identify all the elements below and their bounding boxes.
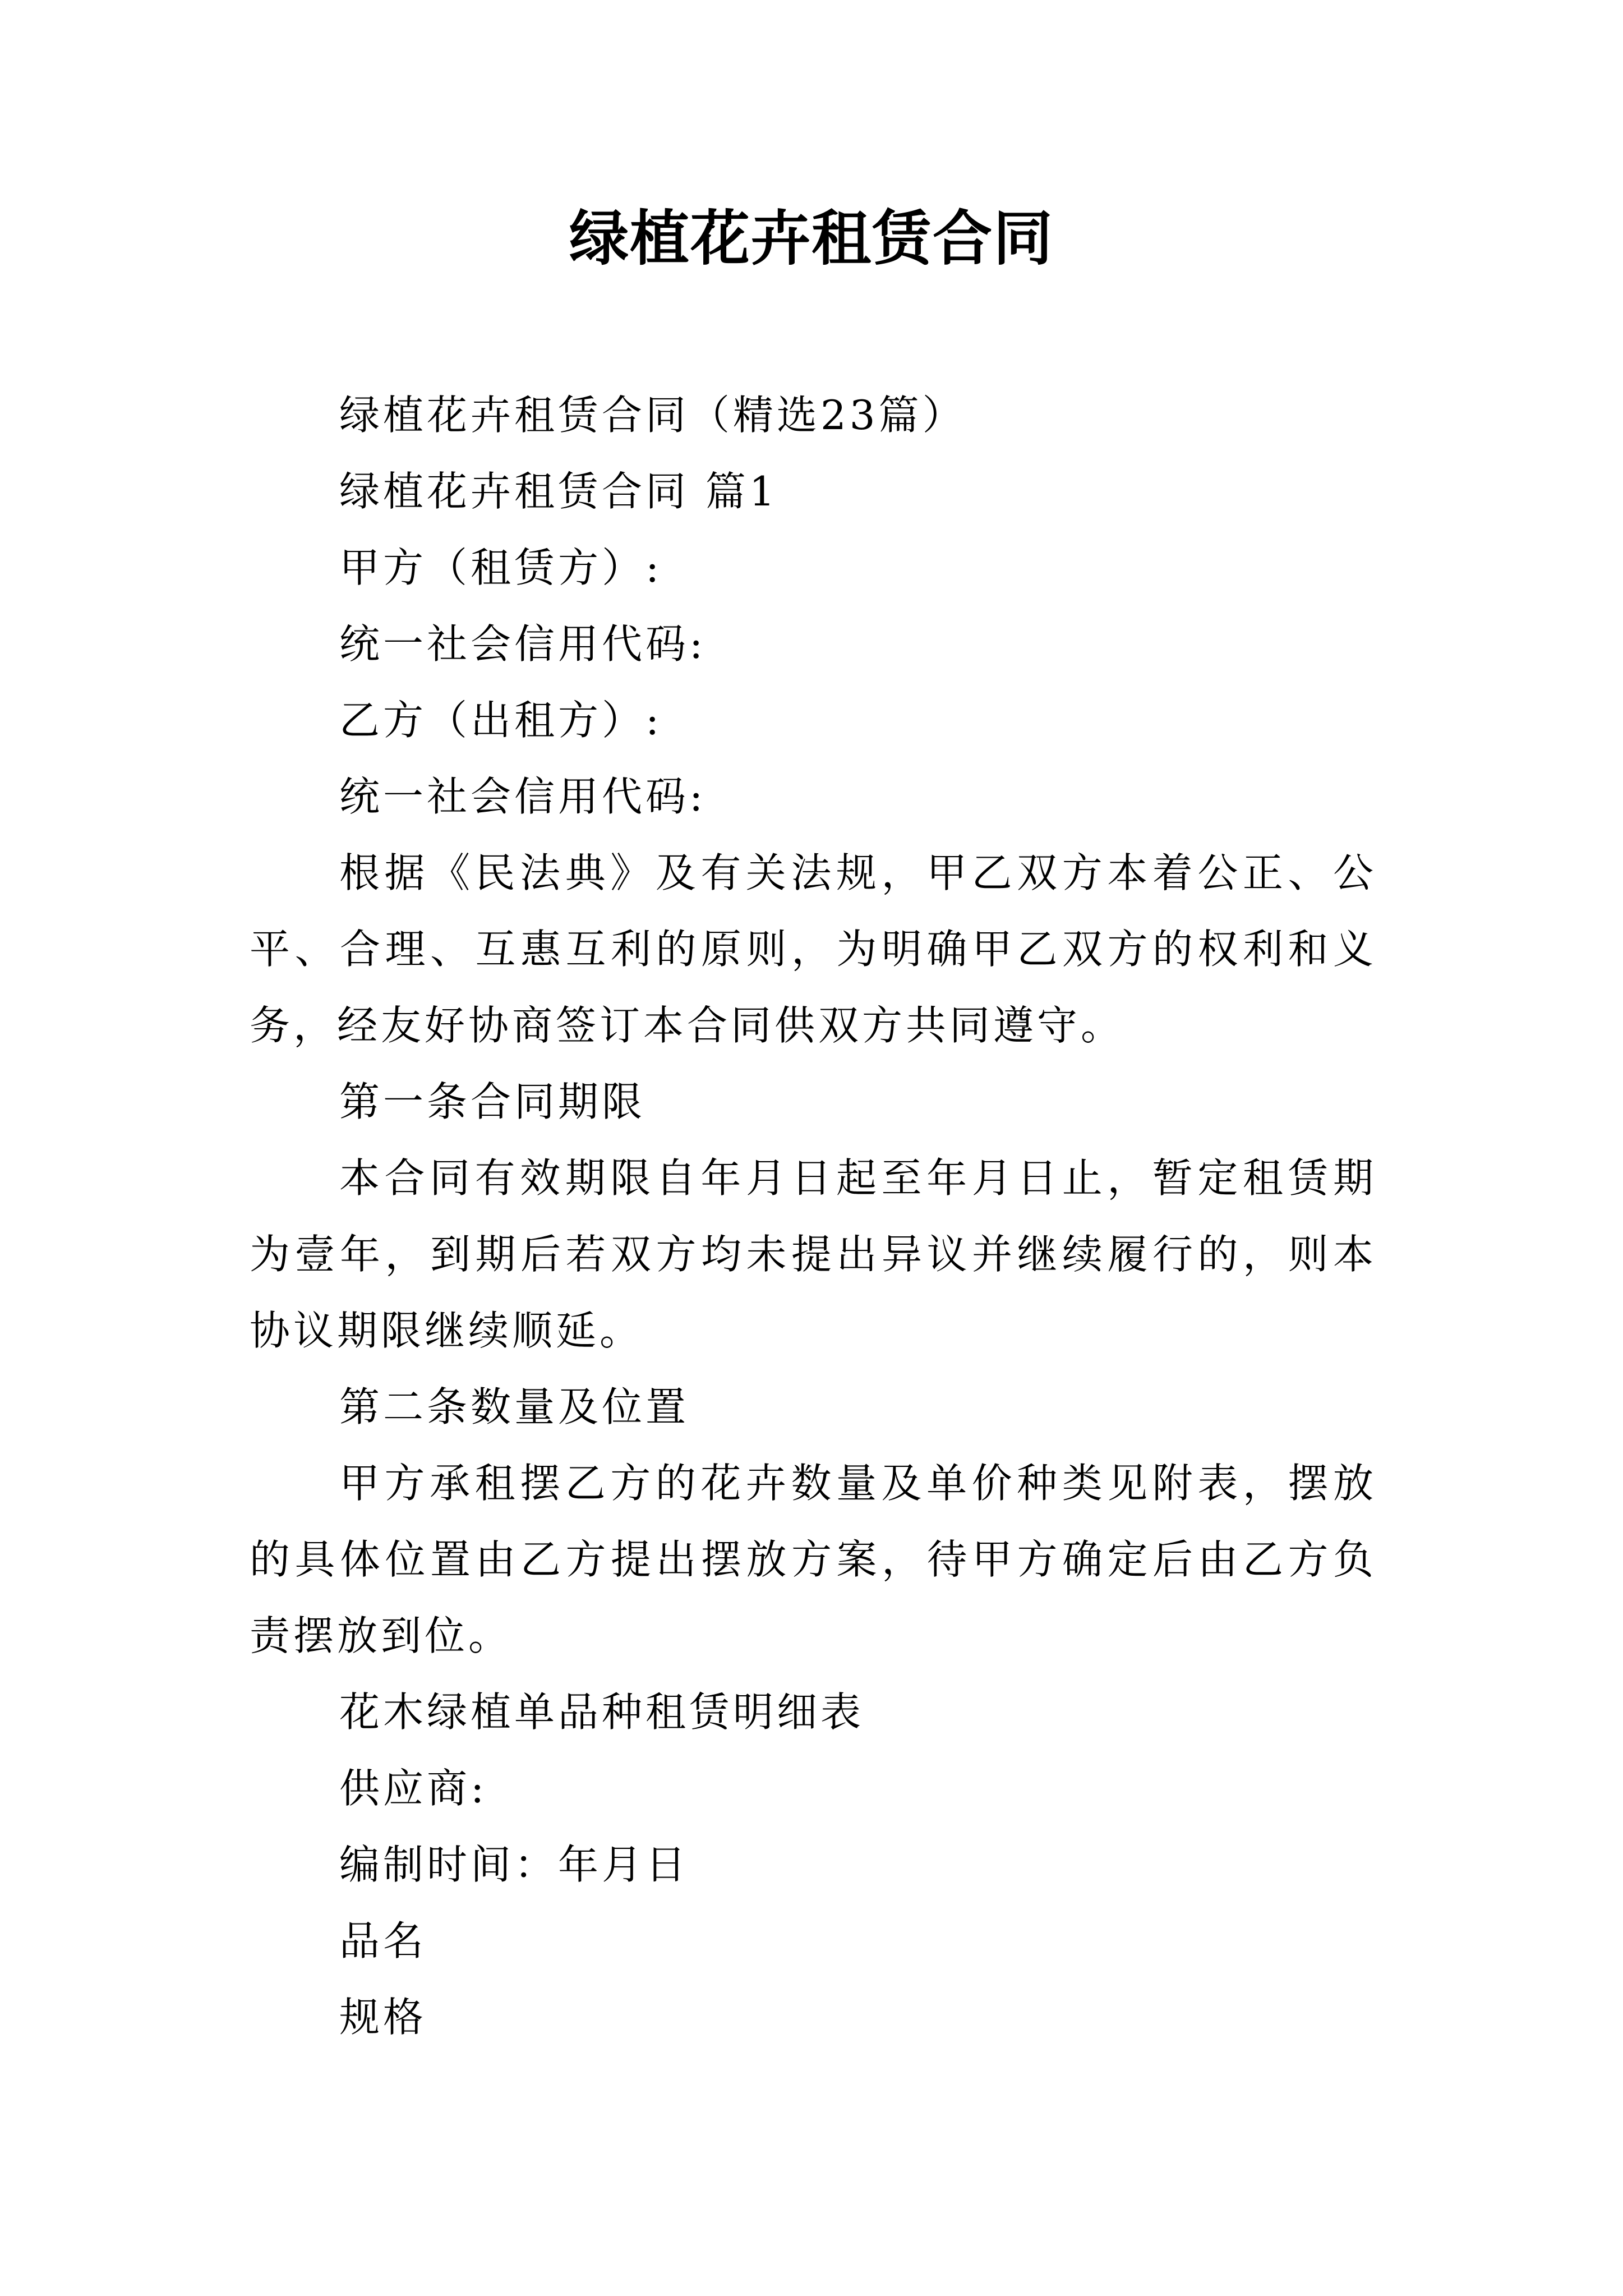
paragraph-party-b-credit-code: 统一社会信用代码:	[339, 773, 707, 820]
paragraph-table-title: 花木绿植单品种租赁明细表	[339, 1688, 865, 1736]
paragraph-compile-date: 编制时间：年月日	[339, 1841, 690, 1888]
paragraph-specification: 规格	[339, 1994, 427, 2041]
paragraph-subtitle: 绿植花卉租赁合同（精选23篇）	[339, 392, 966, 439]
paragraph-section-heading: 绿植花卉租赁合同 篇1	[339, 468, 778, 515]
paragraph-product-name: 品名	[339, 1917, 427, 1964]
paragraph-party-b: 乙方（出租方）:	[339, 697, 663, 744]
paragraph-supplier: 供应商:	[339, 1765, 488, 1812]
document-body	[250, 377, 1377, 2055]
paragraph-party-a: 甲方（租赁方）:	[339, 544, 663, 591]
paragraph-article-2-body: 甲方承租摆乙方的花卉数量及单价种类见附表，摆放的具体位置由乙方提出摆放方案，待甲方确定后由乙方负责摆放到位。	[250, 1460, 1377, 1659]
document-title: 绿植花卉租赁合同	[569, 203, 1054, 273]
paragraph-preamble: 根据《民法典》及有关法规，甲乙双方本着公正、公平、合理、互惠互利的原则，为明确甲乙双方的权利和义务，经友好协商签订本合同供双方共同遵守。	[250, 849, 1377, 1049]
paragraph-party-a-credit-code: 统一社会信用代码:	[339, 620, 707, 668]
paragraph-article-1-heading: 第一条合同期限	[339, 1078, 646, 1125]
paragraph-article-1-body: 本合同有效期限自年月日起至年月日止，暂定租赁期为壹年，到期后若双方均未提出异议并继续履行的，则本协议期限继续顺延。	[250, 1154, 1377, 1354]
paragraph-article-2-heading: 第二条数量及位置	[339, 1383, 690, 1430]
